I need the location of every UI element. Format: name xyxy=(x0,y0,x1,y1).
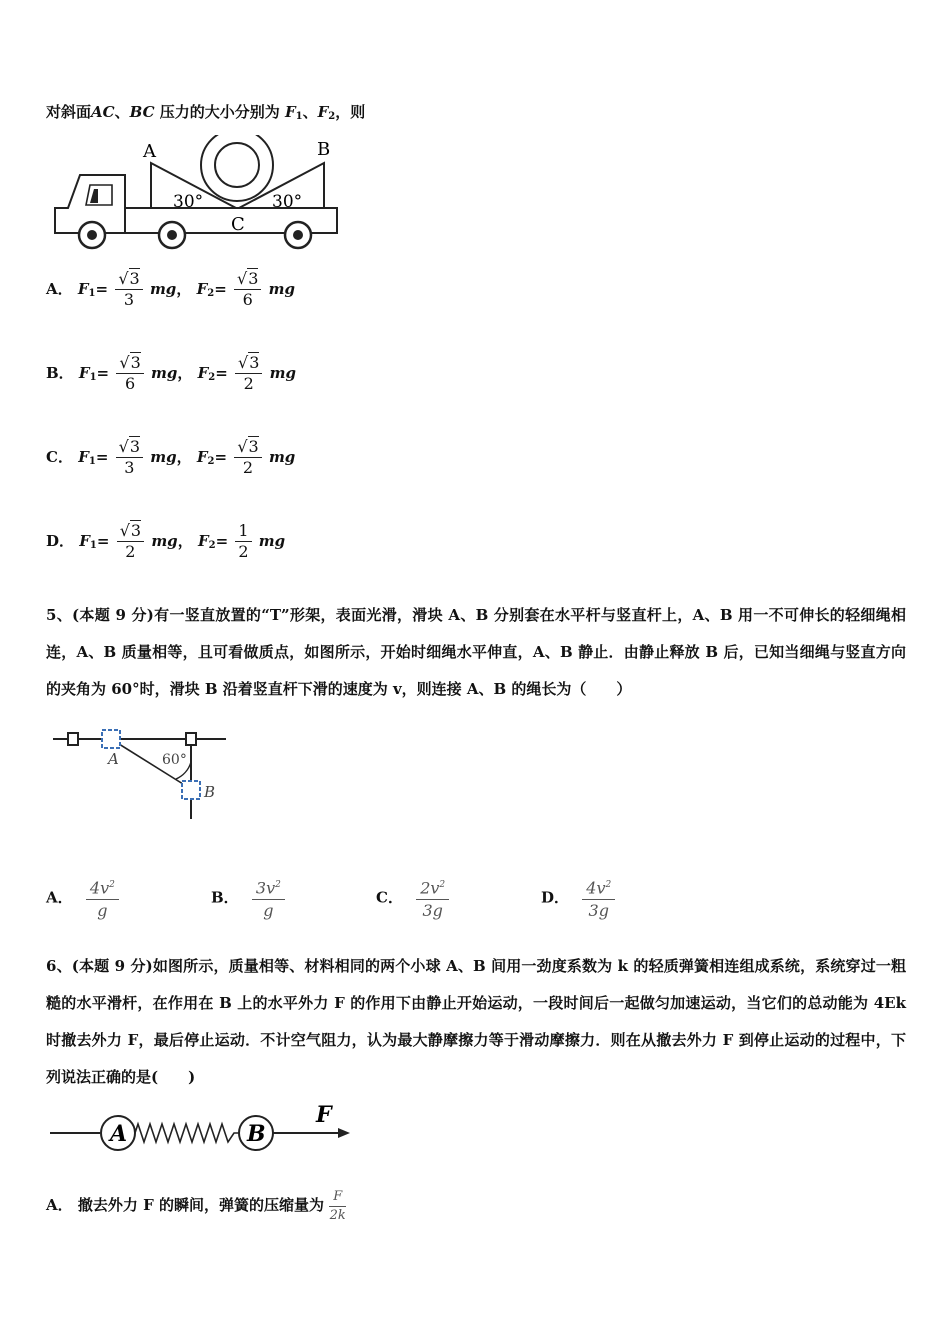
f1-numerator: 3 xyxy=(130,521,142,540)
label-c: C xyxy=(231,214,245,235)
q6-spring-figure xyxy=(48,1100,358,1156)
f1-denominator: 3 xyxy=(124,458,135,477)
f2-denominator: 2 xyxy=(242,458,254,477)
spring xyxy=(135,1124,240,1142)
f2-label: F xyxy=(196,280,208,298)
unit-mg: mg xyxy=(150,448,177,466)
q5-option-d[interactable] xyxy=(541,875,615,922)
f2-numerator: 3 xyxy=(248,269,259,288)
q5-option-a[interactable] xyxy=(46,875,119,922)
exponent: 2 xyxy=(439,880,446,890)
separator: ， xyxy=(176,448,192,466)
truck-wheels xyxy=(79,222,311,248)
f1-numerator: 3 xyxy=(129,437,141,456)
separator: ， xyxy=(177,532,193,550)
driver-icon xyxy=(90,189,98,203)
f2-fraction: $\frac{√3}{2}$ xyxy=(235,354,262,394)
ball-a-label: A xyxy=(110,1121,128,1147)
force-arrow-head xyxy=(338,1128,350,1138)
f1-sub: 1 xyxy=(89,540,97,551)
q4-option-b[interactable] xyxy=(46,354,296,394)
q4-stem-sep: 、 xyxy=(114,103,130,121)
q4-truck-figure xyxy=(50,135,350,253)
q4-stem-tail xyxy=(46,101,365,122)
unit-mg: mg xyxy=(268,280,295,298)
coefficient: 2 xyxy=(420,878,431,898)
rod-end-block xyxy=(68,733,78,745)
q5-option-c[interactable] xyxy=(376,875,449,922)
f1-sub: 1 xyxy=(89,372,97,383)
option-letter: B． xyxy=(211,888,239,907)
denominator: 3g xyxy=(588,901,609,921)
f2-sub: 2 xyxy=(207,456,215,467)
q4-stem-sep2: 、 xyxy=(302,103,318,121)
cylinder-inner xyxy=(215,143,259,187)
f2-denominator: 2 xyxy=(243,374,254,393)
q4-stem-f1-sub: 1 xyxy=(295,111,303,122)
q4-stem-ac: AC xyxy=(91,103,115,121)
q5-option-b[interactable] xyxy=(211,875,285,922)
equals: = xyxy=(96,532,110,550)
f1-fraction: $\frac{√3}{6}$ xyxy=(116,354,143,394)
q4-stem-f1: F xyxy=(284,103,296,121)
equals: = xyxy=(215,364,228,382)
q4-option-a[interactable] xyxy=(46,270,295,310)
slider-a xyxy=(102,730,120,748)
f2-numerator: 3 xyxy=(249,353,260,372)
q6-option-a[interactable] xyxy=(46,1188,346,1224)
f2-numerator: 1 xyxy=(238,521,249,540)
separator: ， xyxy=(177,364,193,382)
exponent: 2 xyxy=(275,880,281,890)
equals: = xyxy=(215,532,229,550)
exponent: 2 xyxy=(605,880,612,890)
option-letter: C． xyxy=(46,448,73,466)
f1-numerator: 3 xyxy=(129,269,140,288)
unit-mg: mg xyxy=(258,532,286,550)
equals: = xyxy=(214,280,227,298)
f2-fraction: $\frac{√3}{6}$ xyxy=(234,270,261,310)
option-letter: A． xyxy=(46,1196,73,1214)
variable: v xyxy=(596,878,606,898)
f2-label: F xyxy=(196,448,208,466)
angle-label: 60° xyxy=(162,752,187,768)
f2-sub: 2 xyxy=(208,540,216,551)
compression-fraction xyxy=(329,1188,346,1224)
equals: = xyxy=(95,448,109,466)
unit-mg: mg xyxy=(268,448,296,466)
f1-label: F xyxy=(78,448,89,466)
unit-mg: mg xyxy=(151,532,178,550)
option-letter: D． xyxy=(541,888,570,907)
q5-t-frame-figure xyxy=(50,722,240,822)
f2-label: F xyxy=(197,364,209,382)
answer-fraction xyxy=(86,875,119,922)
f2-denominator: 6 xyxy=(242,290,253,309)
q5-question-text: 5、(本题 9 分)有一竖直放置的“T”形架，表面光滑，滑块 A、B 分别套在水平杆与竖直杆上，A、B 用一不可伸长的轻细绳相连，A、B 质量相等，且可看做质点，如图所示，开始时细绳水平伸直，A、B 静止．由静止释放 B 后，已知当细绳与竖直方向的夹角为 60°时，滑块 B 沿着竖直杆下滑的速度为 v，则连接 A、B 的绳长为（ ） xyxy=(46,606,906,698)
coefficient: 4 xyxy=(586,878,597,898)
q4-stem-text2: 压力的大小分别为 xyxy=(154,103,285,121)
numerator: F xyxy=(329,1188,346,1207)
separator: ， xyxy=(176,280,192,298)
f1-label: F xyxy=(79,532,90,550)
angle-left-label: 30° xyxy=(173,192,204,212)
denominator: g xyxy=(97,901,108,921)
f2-sub: 2 xyxy=(207,288,215,299)
junction-block xyxy=(186,733,196,745)
unit-mg: mg xyxy=(269,364,297,382)
angle-right-label: 30° xyxy=(272,192,303,212)
force-label: F xyxy=(316,1102,332,1128)
f1-denominator: 3 xyxy=(123,290,135,309)
unit-mg: mg xyxy=(149,280,177,298)
equals: = xyxy=(95,280,109,298)
unit-mg: mg xyxy=(150,364,178,382)
f1-sub: 1 xyxy=(88,288,96,299)
answer-fraction xyxy=(252,875,285,922)
denominator: g xyxy=(263,901,274,921)
label-b: B xyxy=(317,139,331,160)
exponent: 2 xyxy=(109,880,115,890)
q4-stem-f2-sub: 2 xyxy=(328,111,336,122)
q4-stem-text: 对斜面 xyxy=(46,103,92,121)
q4-option-d[interactable] xyxy=(46,522,285,562)
variable: v xyxy=(266,878,276,898)
equals: = xyxy=(214,448,228,466)
f1-numerator: 3 xyxy=(130,353,141,372)
f1-denominator: 2 xyxy=(125,542,136,561)
option-letter: B． xyxy=(46,364,74,382)
f2-numerator: 3 xyxy=(248,437,259,456)
f1-fraction: $\frac{√3}{2}$ xyxy=(117,522,144,562)
f1-denominator: 6 xyxy=(124,374,136,393)
f1-sub: 1 xyxy=(88,456,96,467)
cylinder-outer xyxy=(201,135,273,201)
option-letter: D． xyxy=(46,532,75,550)
option-letter: A． xyxy=(46,280,73,298)
variable: v xyxy=(430,878,440,898)
coefficient: 4 xyxy=(89,878,101,898)
slider-b xyxy=(182,781,200,799)
f2-fraction: $\frac{√3}{2}$ xyxy=(234,438,261,478)
label-b: B xyxy=(204,783,216,801)
f1-label: F xyxy=(77,280,89,298)
label-a: A xyxy=(143,141,156,162)
q4-stem-bc: BC xyxy=(129,103,155,121)
f1-fraction: $\frac{√3}{3}$ xyxy=(116,438,143,478)
answer-fraction xyxy=(416,875,449,922)
f2-denominator: 2 xyxy=(238,542,249,561)
answer-fraction xyxy=(582,875,615,922)
option-letter: A． xyxy=(46,888,73,907)
coefficient: 3 xyxy=(255,878,267,898)
q4-option-c[interactable] xyxy=(46,438,295,478)
f2-sub: 2 xyxy=(208,372,216,383)
f2-fraction xyxy=(235,522,251,562)
f1-fraction: $\frac{√3}{3}$ xyxy=(115,270,142,310)
denominator: 3g xyxy=(422,901,443,921)
option-letter: C． xyxy=(376,888,403,907)
f1-label: F xyxy=(78,364,90,382)
q4-stem-f2: F xyxy=(317,103,329,121)
option-text: 撤去外力 F 的瞬间，弹簧的压缩量为 xyxy=(77,1196,324,1214)
f2-label: F xyxy=(197,532,209,550)
equals: = xyxy=(96,364,110,382)
cab-window xyxy=(86,185,112,205)
q4-stem-end: ，则 xyxy=(335,103,366,121)
label-a: A xyxy=(108,750,119,768)
q6-question-text: 6、(本题 9 分)如图所示，质量相等、材料相同的两个小球 A、B 间用一劲度系数为 k 的轻质弹簧相连组成系统，系统穿过一粗糙的水平滑杆，在作用在 B 上的水平外力 F 的作用下由静止开始运动，一段时间后一起做匀加速运动，当它们的总动能为 4Ek 时撤去外力 F，最后停止运动．不计空气阻力，认为最大静摩擦力等于滑动摩擦力．则在从撤去外力 F 到停止运动的过程中，下列说法正确的是( ) xyxy=(46,957,906,1086)
variable: v xyxy=(100,878,110,898)
ball-b-label: B xyxy=(247,1121,266,1147)
denominator: 2k xyxy=(329,1208,346,1223)
